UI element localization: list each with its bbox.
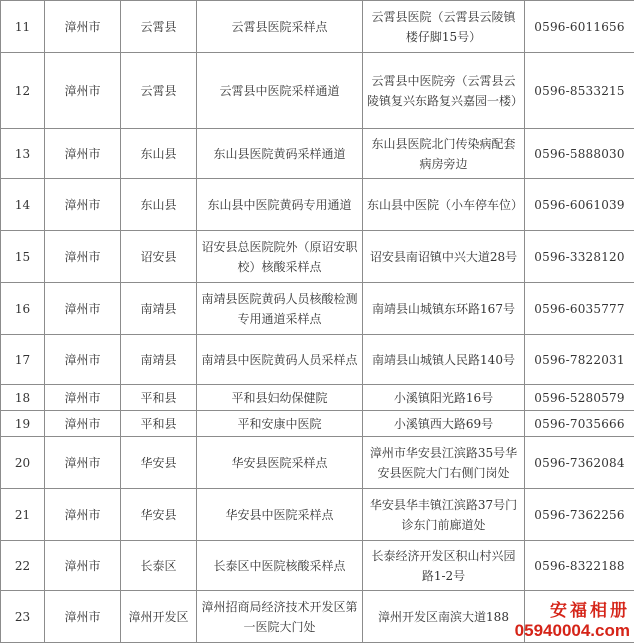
site-cell: 诏安县总医院院外（原诏安职校）核酸采样点 [197, 231, 363, 283]
row-number: 22 [1, 541, 45, 591]
address-cell: 云霄县医院（云霄县云陵镇楼仔脚15号） [363, 1, 525, 53]
phone-cell: 0596-5888030 [525, 129, 634, 179]
site-cell: 华安县中医院采样点 [197, 489, 363, 541]
table-row [1, 179, 634, 231]
row-number: 14 [1, 179, 45, 231]
city-cell: 漳州市 [45, 129, 121, 179]
address-cell: 南靖县山城镇人民路140号 [363, 335, 525, 385]
row-number: 17 [1, 335, 45, 385]
table-row [1, 1, 634, 53]
phone-cell: 0596-7362084 [525, 437, 634, 489]
county-cell: 东山县 [121, 179, 197, 231]
table-row [1, 489, 634, 541]
site-cell: 漳州招商局经济技术开发区第一医院大门处 [197, 591, 363, 643]
phone-cell: 0596-7822031 [525, 335, 634, 385]
address-cell: 东山县中医院（小车停车位） [363, 179, 525, 231]
address-cell: 小溪镇西大路69号 [363, 411, 525, 437]
site-cell: 平和安康中医院 [197, 411, 363, 437]
county-cell: 华安县 [121, 437, 197, 489]
city-cell: 漳州市 [45, 283, 121, 335]
site-cell: 南靖县医院黄码人员核酸检测专用通道采样点 [197, 283, 363, 335]
county-cell: 南靖县 [121, 335, 197, 385]
city-cell: 漳州市 [45, 591, 121, 643]
city-cell: 漳州市 [45, 489, 121, 541]
city-cell: 漳州市 [45, 437, 121, 489]
table-row [1, 437, 634, 489]
table-row [1, 231, 634, 283]
phone-cell: 0596-8533215 [525, 53, 634, 129]
county-cell: 南靖县 [121, 283, 197, 335]
address-cell: 南靖县山城镇东环路167号 [363, 283, 525, 335]
table-row [1, 385, 634, 411]
row-number: 13 [1, 129, 45, 179]
site-cell: 东山县中医院黄码专用通道 [197, 179, 363, 231]
phone-cell: 0596-5280579 [525, 385, 634, 411]
site-cell: 南靖县中医院黄码人员采样点 [197, 335, 363, 385]
county-cell: 长泰区 [121, 541, 197, 591]
address-cell: 东山县医院北门传染病配套病房旁边 [363, 129, 525, 179]
table-row [1, 53, 634, 129]
row-number: 18 [1, 385, 45, 411]
row-number: 15 [1, 231, 45, 283]
site-cell: 平和县妇幼保健院 [197, 385, 363, 411]
phone-cell: 0596-7035666 [525, 411, 634, 437]
county-cell: 华安县 [121, 489, 197, 541]
address-cell: 华安县华丰镇江滨路37号门诊东门前廊道处 [363, 489, 525, 541]
county-cell: 云霄县 [121, 1, 197, 53]
city-cell: 漳州市 [45, 231, 121, 283]
city-cell: 漳州市 [45, 1, 121, 53]
address-cell: 诏安县南诏镇中兴大道28号 [363, 231, 525, 283]
row-number: 19 [1, 411, 45, 437]
site-cell: 云霄县中医院采样通道 [197, 53, 363, 129]
site-cell: 华安县医院采样点 [197, 437, 363, 489]
county-cell: 平和县 [121, 385, 197, 411]
row-number: 23 [1, 591, 45, 643]
city-cell: 漳州市 [45, 53, 121, 129]
row-number: 12 [1, 53, 45, 129]
phone-cell: 0596-8322188 [525, 541, 634, 591]
phone-cell: 0596-3328120 [525, 231, 634, 283]
county-cell: 漳州开发区 [121, 591, 197, 643]
table-row [1, 541, 634, 591]
city-cell: 漳州市 [45, 179, 121, 231]
row-number: 16 [1, 283, 45, 335]
watermark-url: 05940004.com [515, 622, 630, 639]
city-cell: 漳州市 [45, 335, 121, 385]
phone-cell: 0596-6011656 [525, 1, 634, 53]
address-cell: 小溪镇阳光路16号 [363, 385, 525, 411]
county-cell: 东山县 [121, 129, 197, 179]
address-cell: 长泰经济开发区积山村兴园路1-2号 [363, 541, 525, 591]
site-cell: 东山县医院黄码采样通道 [197, 129, 363, 179]
site-cell: 长泰区中医院核酸采样点 [197, 541, 363, 591]
watermark [515, 603, 630, 639]
address-cell: 漳州市华安县江滨路35号华安县医院大门右侧门岗处 [363, 437, 525, 489]
row-number: 21 [1, 489, 45, 541]
county-cell: 诏安县 [121, 231, 197, 283]
phone-cell: 0596-7362256 [525, 489, 634, 541]
watermark-title: 安福相册 [515, 603, 630, 620]
row-number: 11 [1, 1, 45, 53]
table-row [1, 335, 634, 385]
phone-cell: 0596-6061039 [525, 179, 634, 231]
table-row [1, 411, 634, 437]
site-cell: 云霄县医院采样点 [197, 1, 363, 53]
city-cell: 漳州市 [45, 385, 121, 411]
table-row [1, 129, 634, 179]
county-cell: 平和县 [121, 411, 197, 437]
city-cell: 漳州市 [45, 541, 121, 591]
address-cell: 漳州开发区南滨大道188 [363, 591, 525, 643]
county-cell: 云霄县 [121, 53, 197, 129]
address-cell: 云霄县中医院旁（云霄县云陵镇复兴东路复兴嘉园一楼） [363, 53, 525, 129]
phone-cell: 0596-6035777 [525, 283, 634, 335]
city-cell: 漳州市 [45, 411, 121, 437]
row-number: 20 [1, 437, 45, 489]
table-row [1, 283, 634, 335]
